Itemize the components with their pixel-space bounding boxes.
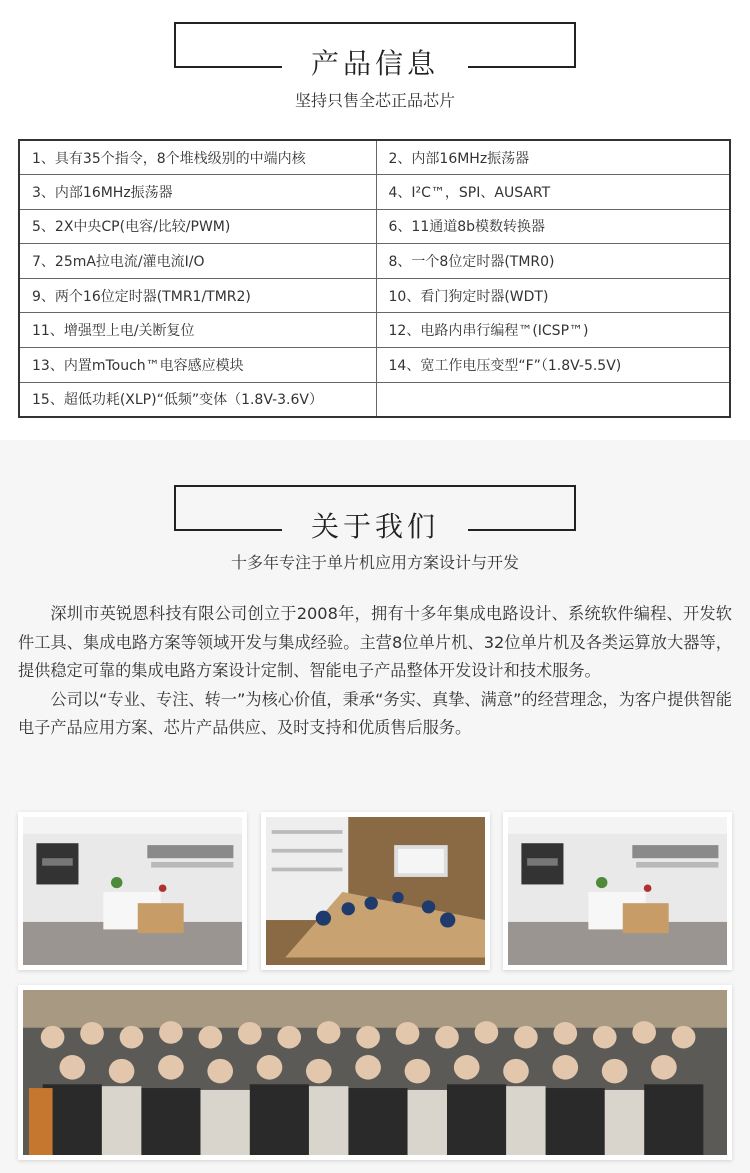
about-text (18, 600, 732, 743)
spec-table (18, 139, 731, 418)
spec-row (19, 278, 730, 313)
about-paragraph-1: 深圳市英锐恩科技有限公司创立于2008年，拥有十多年集成电路设计、系统软件编程、开发软件工具、集成电路方案等领域开发与集成经验。主营8位单片机、32位单片机及各类运算放大器等，提供稳定可靠的集成电路方案设计定制、智能电子产品整体开发设计和技术服务。 (18, 604, 732, 680)
spec-cell: 5、2X中央CP(电容/比较/PWM) (19, 209, 376, 244)
spec-row (19, 140, 730, 175)
product-section (0, 0, 750, 440)
product-subtitle: 坚持只售全芯正品芯片 (294, 91, 455, 110)
product-title-frame (174, 22, 576, 80)
reception-photo-2 (503, 812, 732, 970)
meeting-room-photo (261, 812, 490, 970)
spec-row (19, 175, 730, 210)
spec-cell: 15、超低功耗(XLP)“低频”变体（1.8V-3.6V） (19, 382, 376, 417)
spec-cell: 8、一个8位定时器(TMR0) (376, 244, 730, 279)
spec-cell: 13、内置mTouch™电容感应模块 (19, 348, 376, 383)
spec-cell: 2、内部16MHz振荡器 (376, 140, 730, 175)
spec-cell: 1、具有35个指令，8个堆栈级别的中端内核 (19, 140, 376, 175)
reception-photo-1 (18, 812, 247, 970)
team-photo (18, 985, 732, 1160)
spec-cell (376, 382, 730, 417)
spec-row (19, 313, 730, 348)
spec-cell: 14、宽工作电压变型“F”（1.8V-5.5V) (376, 348, 730, 383)
about-title: 关于我们 (310, 510, 439, 543)
spec-cell: 9、两个16位定时器(TMR1/TMR2) (19, 278, 376, 313)
spec-cell: 12、电路内串行编程™(ICSP™) (376, 313, 730, 348)
product-title: 产品信息 (310, 47, 439, 80)
spec-row (19, 244, 730, 279)
spec-row (19, 382, 730, 417)
spec-cell: 10、看门狗定时器(WDT) (376, 278, 730, 313)
spec-row (19, 209, 730, 244)
spec-cell: 6、11通道8b模数转换器 (376, 209, 730, 244)
spec-cell: 7、25mA拉电流/灌电流I/O (19, 244, 376, 279)
about-title-frame (174, 485, 576, 543)
spec-cell: 3、内部16MHz振荡器 (19, 175, 376, 210)
about-paragraph-2: 公司以“专业、专注、转一”为核心价值，秉承“务实、真挚、满意”的经营理念，为客户提供智能电子产品应用方案、芯片产品供应、及时支持和优质售后服务。 (18, 689, 732, 737)
spec-row (19, 348, 730, 383)
about-subtitle: 十多年专注于单片机应用方案设计与开发 (230, 553, 519, 572)
spec-cell: 11、增强型上电/关断复位 (19, 313, 376, 348)
spec-cell: 4、I²C™，SPI、AUSART (376, 175, 730, 210)
